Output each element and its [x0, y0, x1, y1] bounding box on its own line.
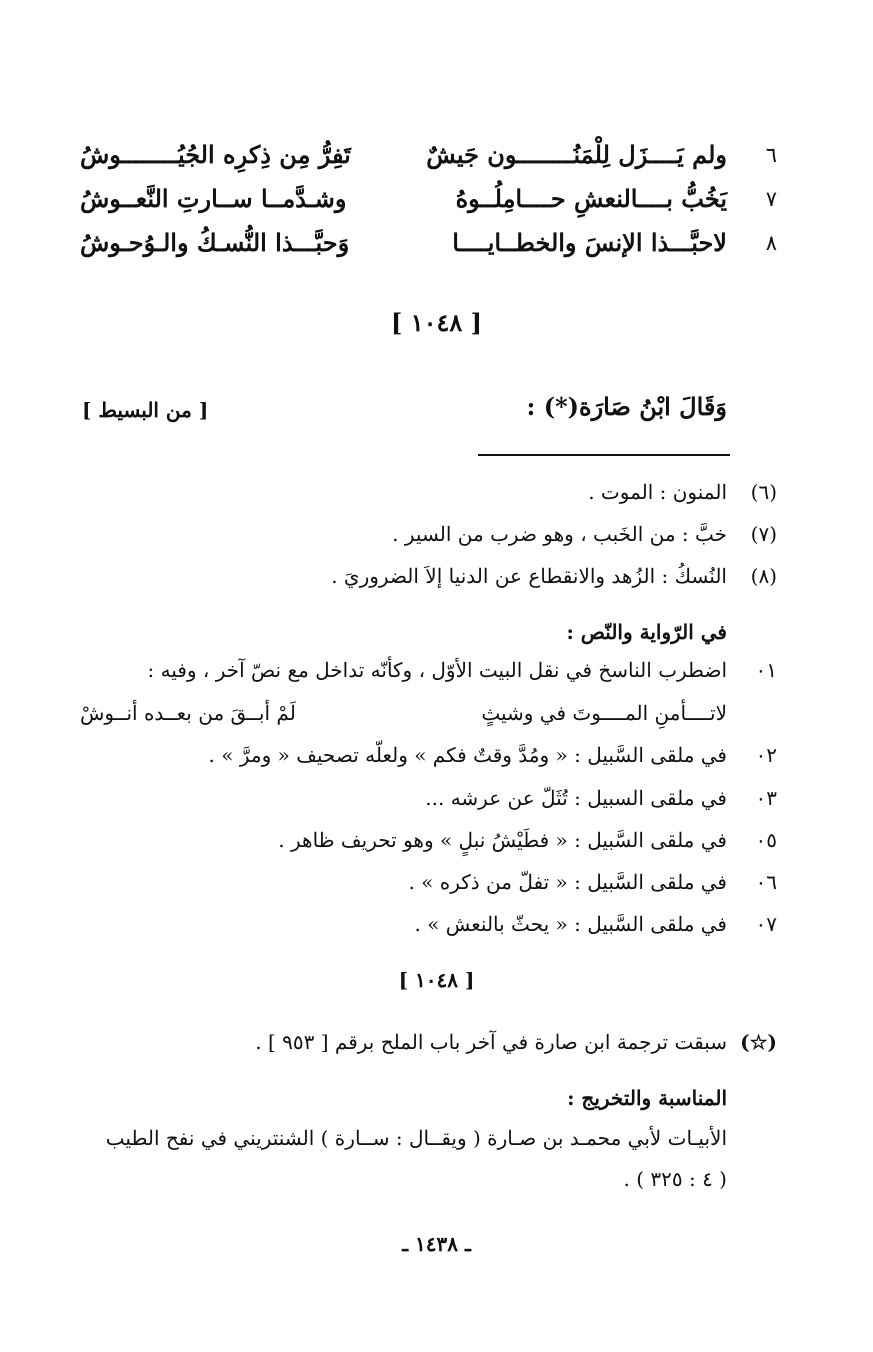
footnote-ref: (٨) — [750, 564, 777, 588]
riwaya-item-text: في ملقى السَّبيل : « ومُدَّ وقتٌ فكم » ولعلّه تصحيف « ومرَّ » . — [208, 743, 727, 767]
takhrij-text: الأبيـات لأبي محمـد بن صـارة ( ويقــال : ســارة ) الشنتريني في نفح الطيب — [105, 1126, 727, 1150]
riwaya-item-text: في ملقى السَّبيل : « فطَيْشُ نبلٍ » وهو تحريف ظاهر . — [278, 828, 727, 852]
takhrij-text-continued: ( ٤ : ٣٢٥ ) . — [623, 1167, 727, 1191]
riwaya-item-number: ٠٥ — [755, 828, 777, 852]
footnote-text: المنون : الموت . — [588, 480, 727, 504]
poem-meter: [ من البسيط ] — [82, 398, 209, 422]
riwaya-item-number: ٠١ — [755, 658, 777, 682]
verse-number: ٦ — [765, 143, 777, 167]
takhrij-heading: المناسبة والتخريج : — [567, 1086, 727, 1110]
riwaya-item-number: ٠٣ — [755, 786, 777, 810]
section-number-header: [ ١٠٤٨ ] — [398, 968, 475, 992]
riwaya-item-number: ٠٦ — [755, 870, 777, 894]
footnote-text: خبَّ : من الخَبب ، وهو ضرب من السير . — [392, 522, 727, 546]
riwaya-heading: في الرّواية والنّص : — [566, 620, 727, 644]
riwaya-item-text: في ملقى السَّبيل : « يحثّ بالنعش » . — [414, 912, 727, 936]
verse-hemistich-second: وشـدَّمــا ســارتِ النَّعــوشُ — [80, 184, 347, 213]
verse-hemistich-second: وَحبَّـــذا النُّسـكُ والـوُحـوشُ — [80, 228, 350, 257]
footnote-divider — [478, 454, 730, 456]
poem-number-header: [ ١٠٤٨ ] — [391, 308, 482, 337]
verse-number: ٨ — [765, 231, 777, 255]
verse-number: ٧ — [765, 187, 777, 211]
footnote-ref: (٦) — [750, 480, 777, 504]
verse-hemistich-first: لاحبَّـــذا الإنسَ والخطــايــــا — [452, 228, 727, 257]
riwaya-item-text: في ملقى السَّبيل : « تفلّ من ذكره » . — [408, 870, 727, 894]
riwaya-item-number: ٠٢ — [755, 743, 777, 767]
footnote-text: النُسكُ : الزُهد والانقطاع عن الدنيا إلاَ الضروريَ . — [331, 564, 727, 588]
poem-intro: وَقَالَ ابْنُ صَارَة(*) : — [526, 392, 727, 421]
verse-hemistich-first: ولم يَــــزَل لِلْمَنُــــــــون جَيشٌ — [426, 140, 727, 169]
riwaya-verse-first: لاتــــأمنِ المــــوتَ في وشيثٍ — [481, 701, 727, 725]
riwaya-verse-second: لَمْ أبــقَ من بعــده أنــوشْ — [80, 701, 296, 725]
verse-hemistich-second: تَفِرُّ مِن ذِكرِه الجُيُــــــــوشُ — [80, 140, 351, 169]
riwaya-item-text: اضطرب الناسخ في نقل البيت الأوّل ، وكأنّه تداخل مع نصّ آخر ، وفيه : — [147, 658, 727, 682]
page-number: ـ ١٤٣٨ ـ — [402, 1232, 471, 1256]
footnote-ref: (٧) — [750, 522, 777, 546]
verse-hemistich-first: يَخُبُّ بــــالنعشِ حــــامِلُــوهُ — [455, 184, 727, 213]
star-note-ref: (☆) — [740, 1030, 777, 1054]
riwaya-item-text: في ملقى السبيل : تُثَلّ عن عرشه ... — [425, 786, 727, 810]
riwaya-item-number: ٠٧ — [755, 912, 777, 936]
star-note-text: سبقت ترجمة ابن صارة في آخر باب الملح برقم [ ٩٥٣ ] . — [255, 1030, 727, 1054]
